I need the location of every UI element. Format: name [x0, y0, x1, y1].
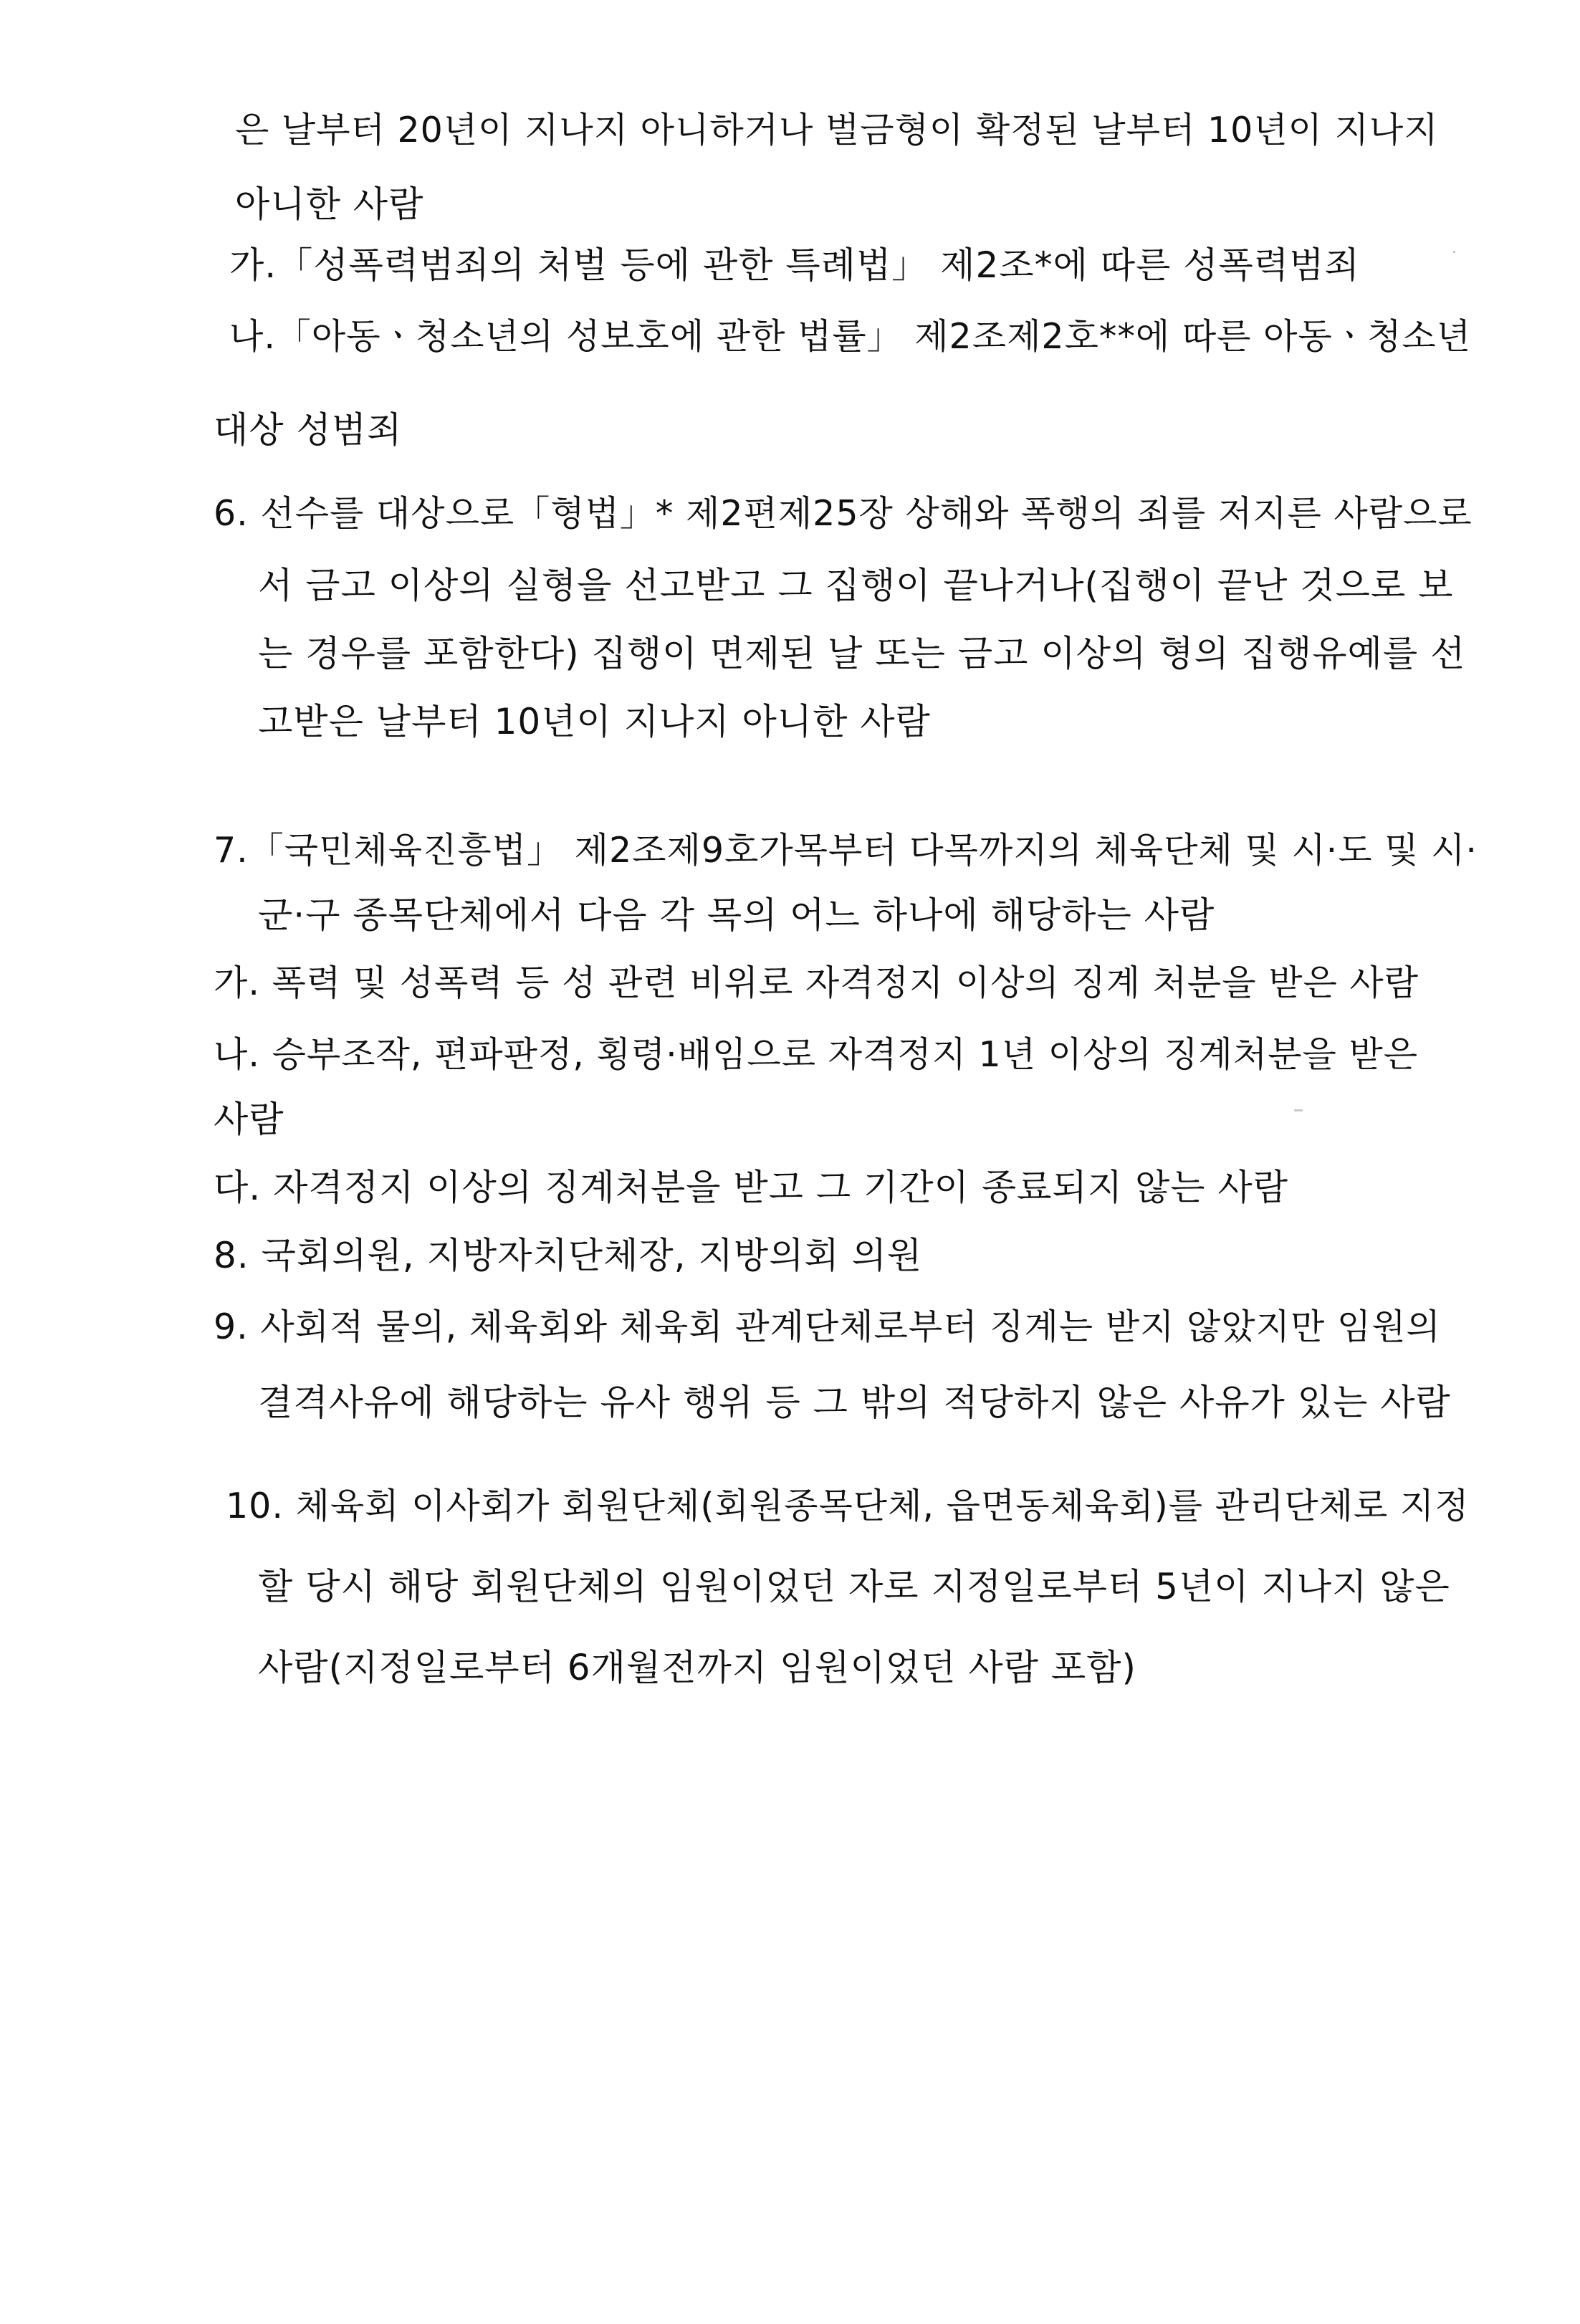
text-line-21: 사람(지정일로부터 6개월전까지 임원이었던 사람 포함) [258, 1647, 1136, 1688]
text-line-7: 서 금고 이상의 실형을 선고받고 그 집행이 끝나거나(집행이 끝난 것으로 보 [258, 565, 1454, 606]
text-line-19: 10. 체육회 이사회가 회원단체(회원종목단체, 읍면동체육회)를 관리단체로 지정 [226, 1486, 1470, 1526]
text-line-15: 다. 자격정지 이상의 징계처분을 받고 그 기간이 종료되지 않는 사람 [214, 1167, 1289, 1208]
text-line-11: 군·구 종목단체에서 다음 각 목의 어느 하나에 해당하는 사람 [258, 894, 1215, 936]
text-line-4: 나.「아동ㆍ청소년의 성보호에 관한 법률」 제2조제2호**에 따른 아동ㆍ청소년 [229, 316, 1472, 357]
text-line-2: 아니한 사람 [235, 183, 424, 225]
text-line-10: 7.「국민체육진흥법」 제2조제9호가목부터 다목까지의 체육단체 및 시·도 및 시· [214, 830, 1478, 871]
text-line-16: 8. 국회의원, 지방자치단체장, 지방의회 의원 [214, 1235, 923, 1276]
text-line-9: 고받은 날부터 10년이 지나지 아니한 사람 [258, 701, 931, 742]
scan-speck [1453, 251, 1455, 253]
text-line-17: 9. 사회적 물의, 체육회와 체육회 관계단체로부터 징계는 받지 않았지만 임원의 [214, 1306, 1441, 1347]
scan-speck [1294, 1109, 1303, 1111]
text-line-20: 할 당시 해당 회원단체의 임원이었던 자로 지정일로부터 5년이 지나지 않은 [258, 1566, 1450, 1607]
text-line-8: 는 경우를 포함한다) 집행이 면제된 날 또는 금고 이상의 형의 집행유예를 선 [258, 633, 1466, 674]
text-line-3: 가.「성폭력범죄의 처벌 등에 관한 특례법」 제2조*에 따른 성폭력범죄 [229, 244, 1360, 286]
text-line-6: 6. 선수를 대상으로「형법」* 제2편제25장 상해와 폭행의 죄를 저지른 사람으로 [214, 493, 1473, 534]
text-line-5: 대상 성범죄 [214, 409, 403, 451]
text-line-18: 결격사유에 해당하는 유사 행위 등 그 밖의 적당하지 않은 사유가 있는 사람 [258, 1382, 1451, 1423]
text-line-13: 나. 승부조작, 편파판정, 횡령·배임으로 자격정지 1년 이상의 징계처분을 받은 [214, 1034, 1419, 1075]
text-line-12: 가. 폭력 및 성폭력 등 성 관련 비위로 자격정지 이상의 징계 처분을 받은 사람 [214, 962, 1419, 1003]
text-line-1: 은 날부터 20년이 지나지 아니하거나 벌금형이 확정된 날부터 10년이 지나지 [235, 110, 1439, 150]
text-line-14: 사람 [214, 1099, 284, 1140]
